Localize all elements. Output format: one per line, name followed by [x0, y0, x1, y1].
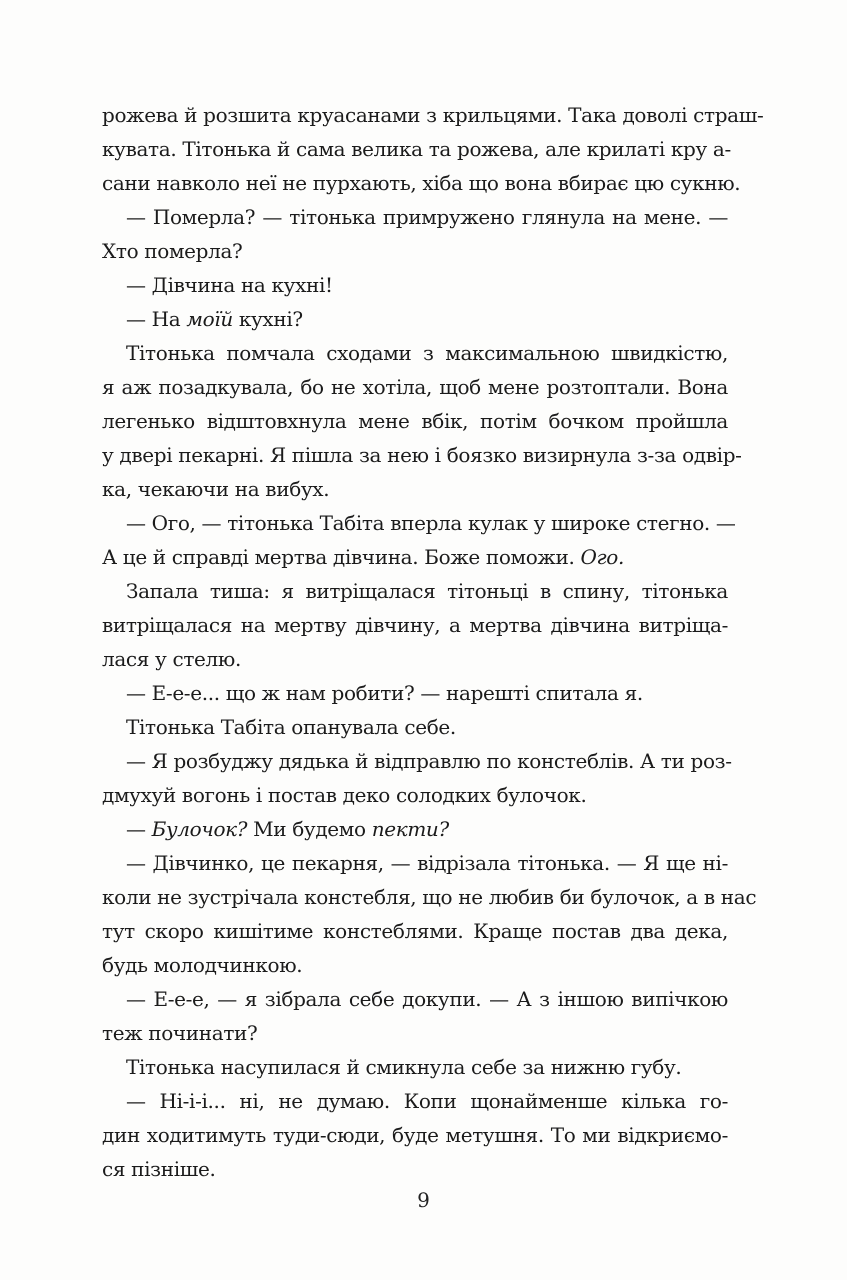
text-run: Ми будемо [247, 817, 372, 841]
text-run: рожева й розшита круасанами з крильцями. Така доволі страш- [102, 103, 764, 127]
text-line [102, 846, 728, 880]
text-line [102, 744, 732, 778]
text-line [102, 336, 728, 370]
italic-text: моїй [186, 307, 233, 331]
text-line [102, 268, 728, 302]
text-line [102, 778, 728, 812]
text-run: лася у стелю. [102, 647, 241, 671]
text-run: — Дівчинко, це пекарня, — відрізала тітонька. — Я ще ні- [126, 851, 728, 875]
italic-text: Булочок? [151, 817, 248, 841]
text-run: коли не зустрічала констебля, що не любив би булочок, а в нас [102, 885, 757, 909]
text-run: — [126, 817, 152, 841]
text-run: — Дівчина на кухні! [126, 273, 333, 297]
text-line [102, 710, 728, 744]
text-line [102, 1152, 728, 1186]
text-run: кухні? [232, 307, 303, 331]
text-run: дин ходитимуть туди-сюди, буде метушня. То ми відкриємо- [102, 1123, 728, 1147]
text-line [102, 370, 728, 404]
text-line [102, 608, 728, 642]
text-line [102, 438, 742, 472]
text-line [102, 1050, 728, 1084]
text-run: дмухуй вогонь і постав деко солодких булочок. [102, 783, 587, 807]
text-line [102, 98, 764, 132]
italic-text: Ого. [580, 545, 624, 569]
text-line [102, 234, 728, 268]
text-line [102, 1016, 728, 1050]
text-line [102, 676, 728, 710]
text-run: — На [126, 307, 187, 331]
text-line [102, 132, 731, 166]
text-run: будь молодчинкою. [102, 953, 303, 977]
text-run: у двері пекарні. Я пішла за нею і боязко визирнула з-за одвір- [102, 443, 742, 467]
text-line [102, 506, 736, 540]
text-run: Тітонька помчала сходами з максимальною швидкістю, [126, 341, 728, 365]
text-run: витріщалася на мертву дівчину, а мертва дівчина витріща- [102, 613, 728, 637]
page-number: 9 [417, 1188, 430, 1212]
text-line [102, 166, 741, 200]
text-line [102, 574, 728, 608]
text-line [102, 302, 728, 336]
text-run: ся пізніше. [102, 1157, 216, 1181]
text-line [102, 982, 728, 1016]
text-run: — Е-е-е... що ж нам робити? — нарешті спитала я. [126, 681, 643, 705]
text-run: Тітонька Табіта опанувала себе. [126, 715, 456, 739]
text-run: Тітонька насупилася й смикнула себе за нижню губу. [126, 1055, 682, 1079]
text-run: — Ого, — тітонька Табіта вперла кулак у широке стегно. — [126, 511, 736, 535]
text-run: сани навколо неї не пурхають, хіба що вона вбирає цю сукню. [102, 171, 741, 195]
text-line [102, 1084, 728, 1118]
text-run: — Померла? — тітонька примружено глянула на мене. — [126, 205, 728, 229]
text-run: тут скоро кишітиме констеблями. Краще постав два дека, [102, 919, 728, 943]
text-run: теж починати? [102, 1021, 258, 1045]
book-page [102, 98, 764, 1198]
text-line [102, 812, 728, 846]
text-line [102, 404, 728, 438]
text-run: я аж позадкувала, бо не хотіла, щоб мене розтоптали. Вона [102, 375, 728, 399]
text-line [102, 880, 757, 914]
text-run: — Ні-і-і... ні, не думаю. Копи щонайменше кілька го- [126, 1089, 728, 1113]
text-run: А це й справді мертва дівчина. Боже поможи. [102, 545, 581, 569]
text-line [102, 914, 728, 948]
text-run: легенько відштовхнула мене вбік, потім бочком пройшла [102, 409, 728, 433]
text-line [102, 642, 728, 676]
text-run: Хто померла? [102, 239, 243, 263]
text-line [102, 540, 728, 574]
text-line [102, 200, 728, 234]
text-run: кувата. Тітонька й сама велика та рожева, але крилаті кру а- [102, 137, 731, 161]
text-run: Запала тиша: я витріщалася тітоньці в спину, тітонька [126, 579, 728, 603]
text-run: ка, чекаючи на вибух. [102, 477, 330, 501]
italic-text: пекти? [371, 817, 449, 841]
text-run: — Я розбуджу дядька й відправлю по констеблів. А ти роз- [126, 749, 732, 773]
text-line [102, 948, 728, 982]
text-run: — Е-е-е, — я зібрала себе докупи. — А з іншою випічкою [126, 987, 728, 1011]
text-line [102, 1118, 728, 1152]
text-line [102, 472, 728, 506]
